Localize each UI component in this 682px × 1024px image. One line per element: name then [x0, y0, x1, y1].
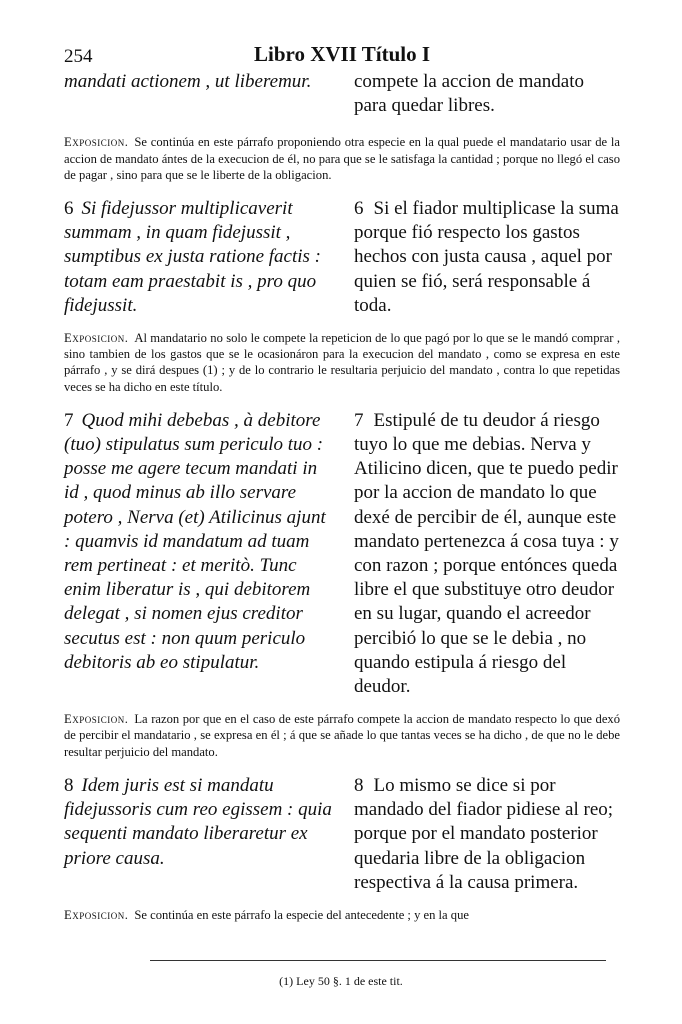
- running-head: Libro XVII Título I: [253, 42, 431, 66]
- spanish-text: [354, 774, 620, 895]
- paragraph-number: 7: [354, 409, 364, 431]
- exposition-paragraph: [64, 134, 620, 183]
- paragraph-number: 6: [64, 198, 74, 220]
- latin-body: Idem juris est si mandatu fidejussoris cum reo egissem : quia sequenti mandato liberaretur ex priore causa.: [64, 774, 332, 869]
- paragraph-number: 8: [354, 774, 364, 796]
- footnote-divider: [150, 960, 606, 961]
- exposition-paragraph: [64, 711, 620, 760]
- latin-text: [64, 774, 332, 895]
- spanish-text: compete la accion de mandato para quedar libres.: [354, 71, 585, 117]
- exposition-text: Se continúa en este párrafo la especie del antecedente ; y en la que: [134, 907, 469, 922]
- exposition-text: Al mandatario no solo le compete la repeticion de lo que pagó por lo que se le mandó comprar , sino tambien de los gastos que se le ocasionáron para la execucion del mandato , como se expresa en este párrafo , y se dirá despues (1) ; y de lo contrario le resultaria perjuicio del mandato , contra lo que repetidas veces se ha dicho en este título.: [64, 331, 620, 394]
- spanish-body: Lo mismo se dice si por mandado del fiador pidiese al reo; porque por el mandato posterior quedaria libre de la obligacion respectiva á la causa primera.: [354, 774, 614, 893]
- footnote: (1) Ley 50 §. 1 de este tit.: [279, 974, 403, 988]
- latin-body: Quod mihi debebas , à debitore (tuo) stipulatus sum periculo tuo : posse me agere tecum mandati in id , quod minus ab illo servare potero , Nerva (et) Atilicinus ajunt : quamvis id mandatum ad tuam rem pertineat : et meritò. Tunc enim liberatur is , qui debitorem delegat , si nomen ejus creditor secutus est : non quum periculo debitoris ab eo stipulatur.: [64, 409, 326, 673]
- page-header: [64, 38, 620, 68]
- exposition-text: Se continúa en este párrafo proponiendo otra especie en la qual puede el mandatario usar de la accion de mandato ántes de la execucion de él, no para que se le satisfaga la cantidad ; porque no llegó el caso de pagar , sino para que se le liberte de la obligacion.: [64, 135, 620, 182]
- exposition-label: Exposicion.: [64, 907, 129, 922]
- text-pair-8: [64, 774, 620, 895]
- spanish-text: [354, 197, 620, 318]
- spanish-text: [354, 409, 620, 699]
- text-pair-continuation: [64, 70, 620, 118]
- latin-text: mandati actionem , ut liberemur.: [64, 71, 312, 92]
- page-number: 254: [64, 46, 93, 67]
- text-pair-7: [64, 409, 620, 699]
- latin-text: [64, 197, 332, 318]
- page: [64, 38, 620, 937]
- spanish-body: Estipulé de tu deudor á riesgo tuyo lo que me debias. Nerva y Atilicino dicen, que te puedo pedir por la accion de mandato lo que dexé de percibir de él, aunque este mandato pertenezca á cosa tuya : y con razon ; porque entónces queda libre el que substituye otro deudor en su lugar, quando el acreedor percibió lo que se le debia , no quando estipula á riesgo del deudor.: [354, 409, 619, 698]
- exposition-text: La razon por que en el caso de este párrafo compete la accion de mandato respecto lo que dexó de percibir el mandatario , se expresa en él ; á que se añade lo que tantas veces se ha dicho , de que no le debe resultar perjuicio del mandato.: [64, 712, 620, 759]
- paragraph-number: 6: [354, 198, 364, 220]
- paragraph-number: 7: [64, 409, 74, 431]
- exposition-label: Exposicion.: [64, 712, 129, 727]
- spanish-body: Si el fiador multiplicase la suma porque fió respecto los gastos hechos con justa causa , aquel por quien se fió, será responsable á toda.: [354, 198, 619, 316]
- text-pair-6: [64, 197, 620, 318]
- exposition-label: Exposicion.: [64, 331, 129, 346]
- exposition-label: Exposicion.: [64, 135, 129, 150]
- latin-body: Si fidejussor multiplicaverit summam , in quam fidejussit , sumptibus ex justa ratione factis : totam eam praestabit is , pro quo fidejussit.: [64, 198, 322, 316]
- latin-text: [64, 409, 332, 699]
- exposition-paragraph: [64, 907, 620, 923]
- exposition-paragraph: [64, 330, 620, 395]
- paragraph-number: 8: [64, 774, 74, 796]
